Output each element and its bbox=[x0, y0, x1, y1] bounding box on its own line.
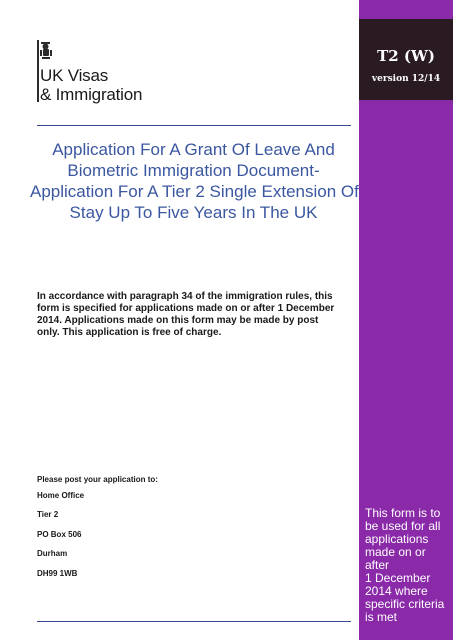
title-line: Application For A Tier 2 Single Extension Of bbox=[30, 182, 359, 201]
form-code-badge bbox=[359, 19, 453, 100]
form-version: version 12/14 bbox=[371, 74, 441, 84]
address-line: PO Box 506 bbox=[37, 530, 82, 539]
note-line: applications bbox=[365, 532, 429, 546]
address-line: Durham bbox=[37, 549, 68, 558]
usage-note bbox=[365, 507, 449, 624]
logo-text-line1: UK Visas bbox=[40, 66, 109, 85]
intro-line: 2014. Applications made on this form may be made by post bbox=[37, 315, 319, 326]
note-line: 2014 where bbox=[365, 584, 428, 598]
logo-divider-bar bbox=[37, 40, 39, 102]
purple-sidebar bbox=[359, 0, 453, 640]
intro-paragraph bbox=[37, 291, 355, 339]
note-line: made on or after bbox=[365, 545, 426, 572]
note-line: be used for all bbox=[365, 519, 441, 533]
address-line: Home Office bbox=[37, 491, 85, 500]
note-line: specific criteria bbox=[365, 597, 445, 611]
note-line: This form is to bbox=[365, 506, 441, 520]
address-heading: Please post your application to: bbox=[37, 475, 158, 484]
address-line: Tier 2 bbox=[37, 510, 59, 519]
form-code: T2 (W) bbox=[377, 47, 435, 65]
intro-line: form is specified for applications made on or after 1 December bbox=[37, 303, 335, 314]
bottom-divider bbox=[37, 621, 351, 622]
title-line: Application For A Grant Of Leave And bbox=[52, 140, 335, 159]
top-divider bbox=[37, 125, 351, 126]
intro-line: only. This application is free of charge. bbox=[37, 327, 222, 338]
title-line: Stay Up To Five Years In The UK bbox=[69, 203, 318, 222]
address-line: DH99 1WB bbox=[37, 569, 78, 578]
form-title bbox=[30, 139, 357, 223]
uk-visas-immigration-logo bbox=[36, 40, 146, 102]
intro-line: In accordance with paragraph 34 of the immigration rules, this bbox=[37, 291, 333, 302]
title-line: Biometric Immigration Document- bbox=[67, 161, 320, 180]
logo-text-line2: & Immigration bbox=[40, 85, 143, 104]
note-line: 1 December bbox=[365, 571, 431, 585]
note-line: is met bbox=[365, 610, 398, 624]
